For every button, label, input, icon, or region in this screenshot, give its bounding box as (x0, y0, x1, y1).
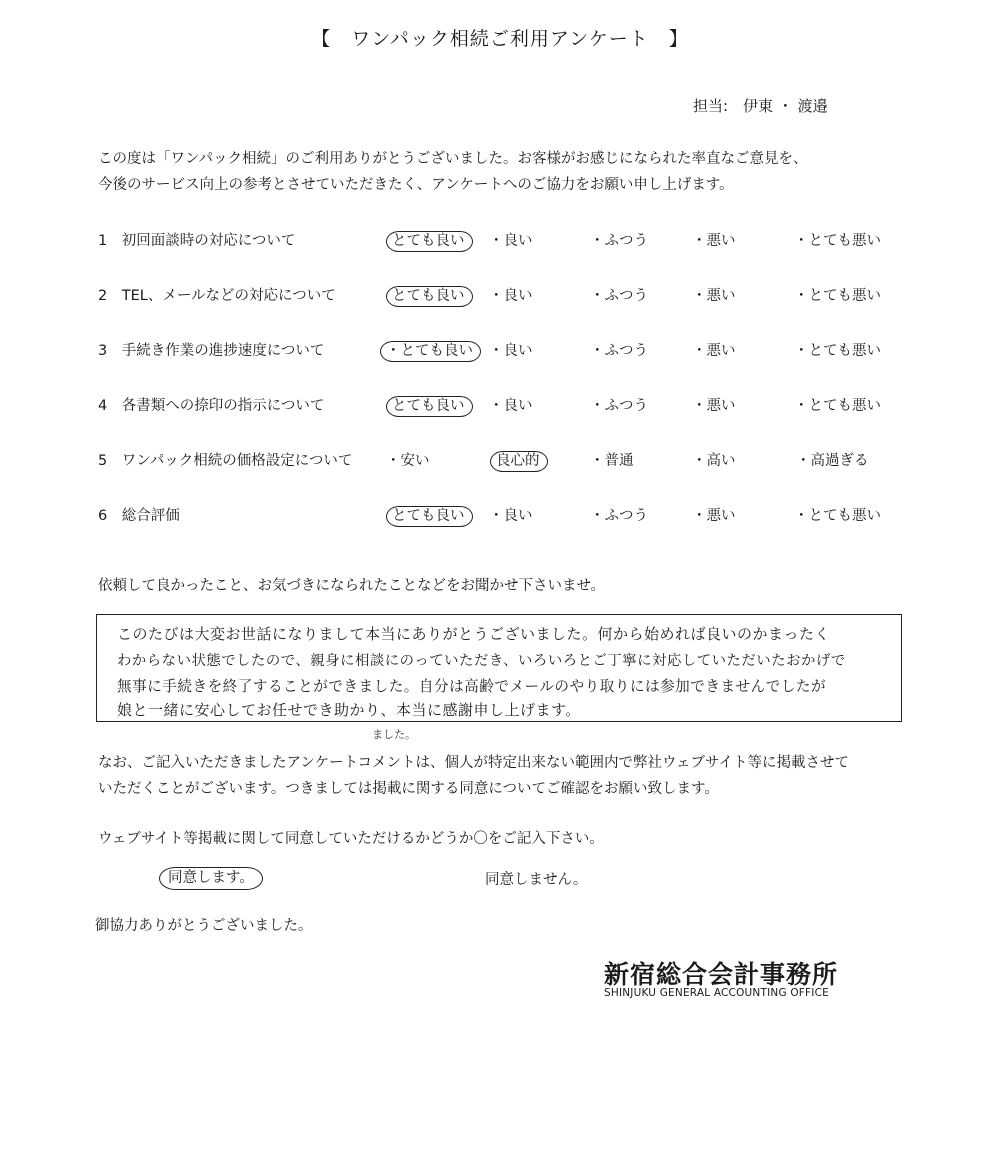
q4-option-4[interactable]: ・悪い (692, 398, 736, 414)
q2-option-4[interactable]: ・悪い (692, 288, 736, 304)
firm-name: 新宿総合会計事務所 (604, 960, 839, 989)
q5-option-1[interactable]: ・安い (386, 453, 430, 469)
q6-option-3[interactable]: ・ふつう (590, 508, 648, 524)
selection-circle: 良心的 (490, 451, 548, 472)
consent-disagree-option[interactable]: 同意しません。 (485, 872, 588, 888)
notice-line: なお、ご記入いただきましたアンケートコメントは、個人が特定出来ない範囲内で弊社ウェブサイト等に掲載させて (98, 755, 849, 771)
q1-option-2[interactable]: ・良い (489, 233, 533, 249)
q4-option-2[interactable]: ・良い (489, 398, 533, 414)
q3-option-1[interactable] (386, 339, 481, 360)
q1-option-4[interactable]: ・悪い (692, 233, 736, 249)
q6-option-4[interactable]: ・悪い (692, 508, 736, 524)
q2-option-2[interactable]: ・良い (489, 288, 533, 304)
selection-circle: とても良い (386, 286, 473, 307)
q5-option-5[interactable]: ・高過ぎる (796, 453, 869, 469)
question-4-label: 4 各書類への捺印の指示について (98, 398, 325, 414)
comment-line: わからない状態でしたので、親身に相談にのっていただき、いろいろとご丁寧に対応していただいたおかげで (117, 653, 846, 669)
q6-option-1[interactable] (392, 504, 473, 525)
q3-option-2[interactable]: ・良い (489, 343, 533, 359)
q5-option-3[interactable]: ・普通 (590, 453, 634, 469)
consent-question: ウェブサイト等掲載に関して同意していただけるかどうか〇をご記入下さい。 (98, 831, 604, 847)
comment-line: このたびは大変お世話になりまして本当にありがとうございました。何から始めれば良いのかまったく (117, 625, 831, 643)
comment-line: 娘と一緒に安心してお任せでき助かり、本当に感謝申し上げます。 (117, 701, 581, 719)
q3-option-3[interactable]: ・ふつう (590, 343, 648, 359)
q1-option-1[interactable] (392, 229, 473, 250)
q2-option-3[interactable]: ・ふつう (590, 288, 648, 304)
q5-option-2[interactable] (496, 449, 548, 470)
selection-circle: ・とても良い (380, 341, 481, 362)
q1-option-3[interactable]: ・ふつう (590, 233, 648, 249)
q4-option-5[interactable]: ・とても悪い (794, 398, 881, 414)
q2-option-5[interactable]: ・とても悪い (794, 288, 881, 304)
notice-line: いただくことがございます。つきましては掲載に関する同意についてご確認をお願い致します。 (98, 781, 719, 797)
q6-option-2[interactable]: ・良い (489, 508, 533, 524)
q5-option-4[interactable]: ・高い (692, 453, 736, 469)
question-3-label: 3 手続き作業の進捗速度について (98, 343, 325, 359)
q1-option-5[interactable]: ・とても悪い (794, 233, 881, 249)
publication-notice (98, 750, 849, 802)
comment-line: 無事に手続きを終了することができました。自分は高齢でメールのやり取りには参加できませんでしたが (117, 678, 827, 695)
question-5-label: 5 ワンパック相続の価格設定について (98, 453, 353, 469)
q4-option-3[interactable]: ・ふつう (590, 398, 648, 414)
q3-option-4[interactable]: ・悪い (692, 343, 736, 359)
intro-text (98, 146, 807, 198)
document-title: 【 ワンパック相続ご利用アンケート 】 (311, 28, 689, 50)
selection-circle: 同意します。 (159, 867, 263, 890)
intro-line: この度は「ワンパック相続」のご利用ありがとうございました。お客様がお感じになられた率直なご意見を、 (98, 151, 808, 167)
assignee: 担当: 伊東 ・ 渡邉 (693, 97, 828, 115)
question-6-label: 6 総合評価 (98, 508, 180, 524)
question-1-label: 1 初回面談時の対応について (98, 233, 296, 249)
closing-message: 御協力ありがとうございました。 (95, 918, 313, 934)
consent-agree-option[interactable] (168, 866, 263, 887)
selection-circle: とても良い (386, 506, 473, 527)
selection-circle: とても良い (386, 231, 473, 252)
q2-option-1[interactable] (392, 284, 473, 305)
comment-insert-note: ました。 (372, 728, 416, 741)
q4-option-1[interactable] (392, 394, 473, 415)
intro-line: 今後のサービス向上の参考とさせていただきたく、アンケートへのご協力をお願い申し上げます。 (98, 177, 734, 193)
q6-option-5[interactable]: ・とても悪い (794, 508, 881, 524)
firm-name-english: SHINJUKU GENERAL ACCOUNTING OFFICE (604, 987, 829, 999)
comment-heading: 依頼して良かったこと、お気づきになられたことなどをお聞かせ下さいませ。 (98, 578, 606, 594)
question-2-label: 2 TEL、メールなどの対応について (98, 288, 336, 304)
q3-option-5[interactable]: ・とても悪い (794, 343, 881, 359)
comment-box[interactable] (96, 614, 902, 722)
selection-circle: とても良い (386, 396, 473, 417)
